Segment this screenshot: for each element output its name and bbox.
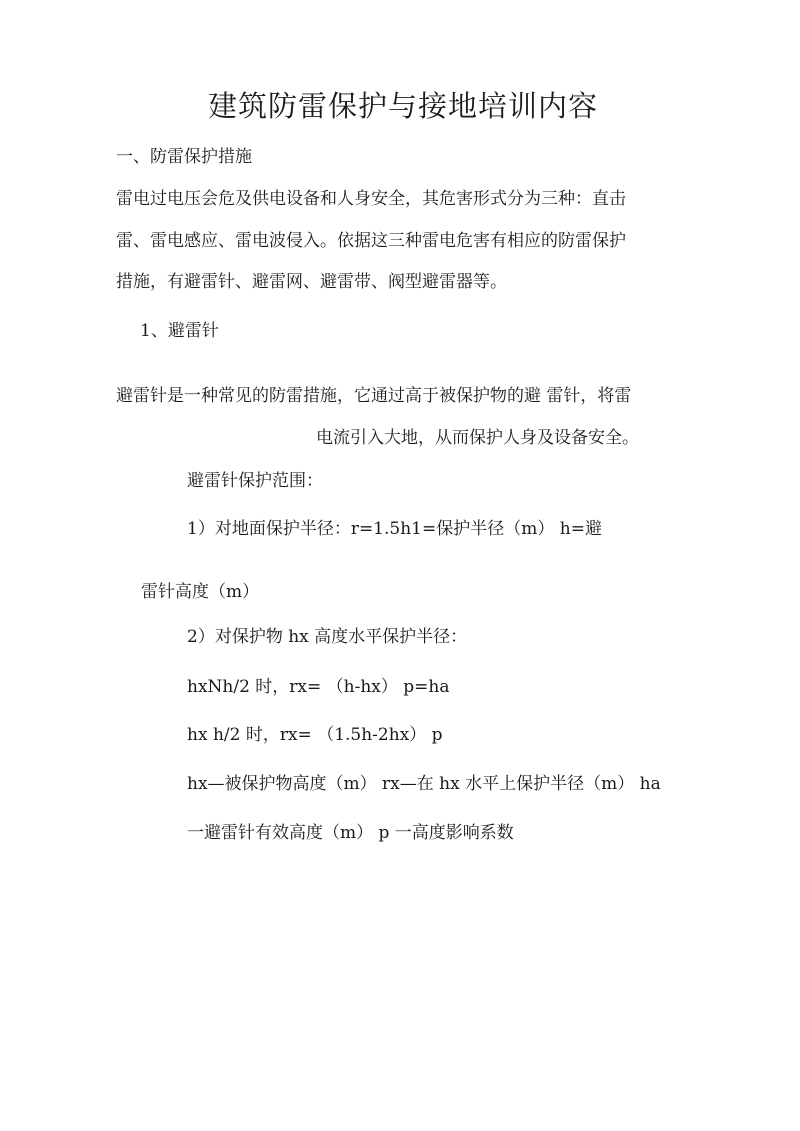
formula-line: hxNh/2 时，rx= （h-hx） p=ha [187,677,450,697]
paragraph-line: 措施，有避雷针、避雷网、避雷带、阀型避雷器等。 [116,272,507,292]
section-heading: 一、防雷保护措施 [116,147,252,167]
paragraph-line: 雷、雷电感应、雷电波侵入。依据这三种雷电危害有相应的防雷保护 [116,231,626,251]
formula-line: 1）对地面保护半径：r=1.5h1=保护半径（m） h=避 [187,519,602,539]
formula-line: 雷针高度（m） [141,582,260,602]
definition-line: 一避雷针有效高度（m） p 一高度影响系数 [187,823,514,843]
protection-range-heading: 避雷针保护范围： [187,471,323,491]
paragraph-line: 雷电过电压会危及供电设备和人身安全，其危害形式分为三种：直击 [116,189,626,209]
formula-line: hx h/2 时，rx= （1.5h-2hx） p [187,725,443,745]
subsection-heading: 1、避雷针 [140,321,219,341]
document-title: 建筑防雷保护与接地培训内容 [208,89,599,123]
paragraph-line: 电流引入大地，从而保护人身及设备安全。 [316,428,639,448]
paragraph-line: 避雷针是一种常见的防雷措施，它通过高于被保护物的避 雷针，将雷 [116,386,632,406]
definition-line: hx—被保护物高度（m） rx—在 hx 水平上保护半径（m） ha [187,774,661,794]
formula-heading: 2）对保护物 hx 高度水平保护半径： [187,627,468,647]
